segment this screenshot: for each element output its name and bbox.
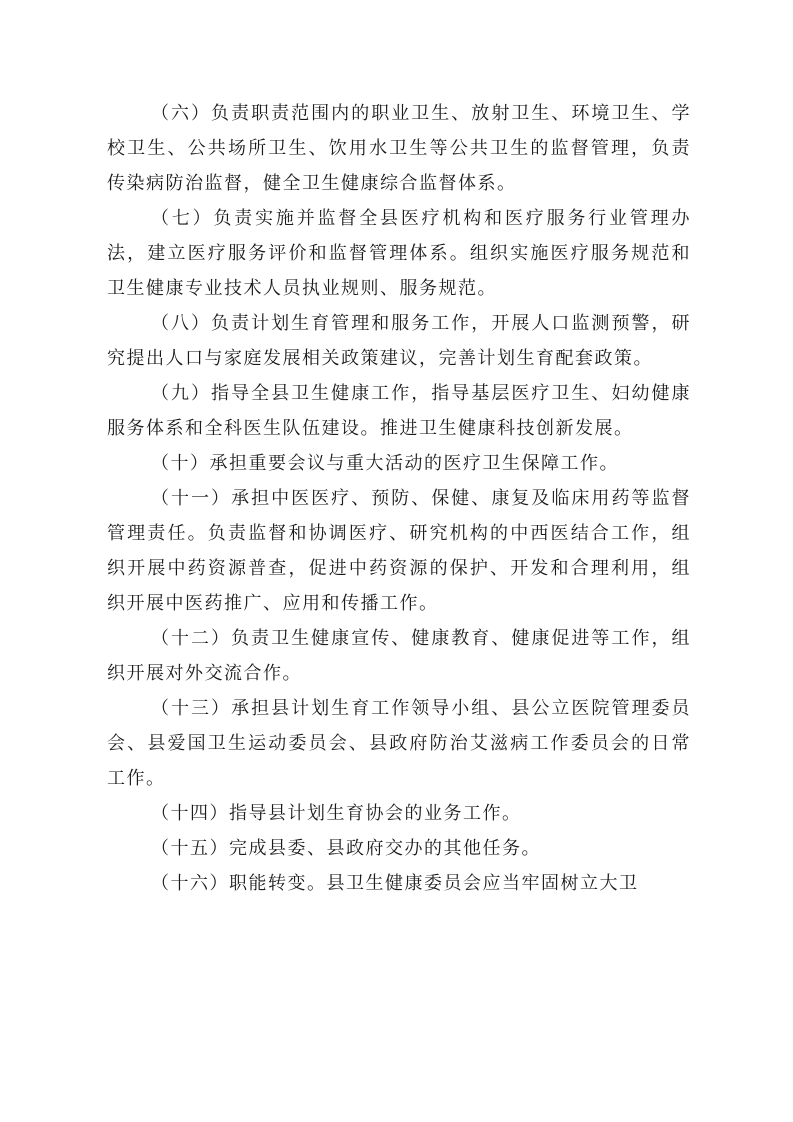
paragraph-item-8: （八）负责计划生育管理和服务工作，开展人口监测预警，研究提出人口与家庭发展相关政策建议，完善计划生育配套政策。 — [107, 313, 691, 369]
paragraph-item-6: （六）负责职责范围内的职业卫生、放射卫生、环境卫生、学校卫生、公共场所卫生、饮用水卫生等公共卫生的监督管理，负责传染病防治监督，健全卫生健康综合监督体系。 — [107, 103, 691, 194]
paragraph-item-13: （十三）承担县计划生育工作领导小组、县公立医院管理委员会、县爱国卫生运动委员会、县政府防治艾滋病工作委员会的日常工作。 — [107, 698, 691, 789]
paragraph-item-15: （十五）完成县委、县政府交办的其他任务。 — [151, 838, 541, 859]
paragraph-item-10: （十）承担重要会议与重大活动的医疗卫生保障工作。 — [151, 453, 619, 474]
paragraph-item-7: （七）负责实施并监督全县医疗机构和医疗服务行业管理办法，建立医疗服务评价和监督管理体系。组织实施医疗服务规范和卫生健康专业技术人员执业规则、服务规范。 — [107, 208, 691, 299]
paragraph-item-16: （十六）职能转变。县卫生健康委员会应当牢固树立大卫 — [151, 873, 639, 894]
paragraph-item-9: （九）指导全县卫生健康工作，指导基层医疗卫生、妇幼健康服务体系和全科医生队伍建设。推进卫生健康科技创新发展。 — [107, 383, 691, 439]
paragraph-item-14: （十四）指导县计划生育协会的业务工作。 — [151, 803, 522, 824]
paragraph-item-11: （十一）承担中医医疗、预防、保健、康复及临床用药等监督管理责任。负责监督和协调医疗、研究机构的中西医结合工作，组织开展中药资源普查，促进中药资源的保护、开发和合理利用，组织开展中医药推广、应用和传播工作。 — [107, 488, 691, 614]
document-body — [107, 96, 691, 901]
paragraph-item-12: （十二）负责卫生健康宣传、健康教育、健康促进等工作，组织开展对外交流合作。 — [107, 628, 691, 684]
